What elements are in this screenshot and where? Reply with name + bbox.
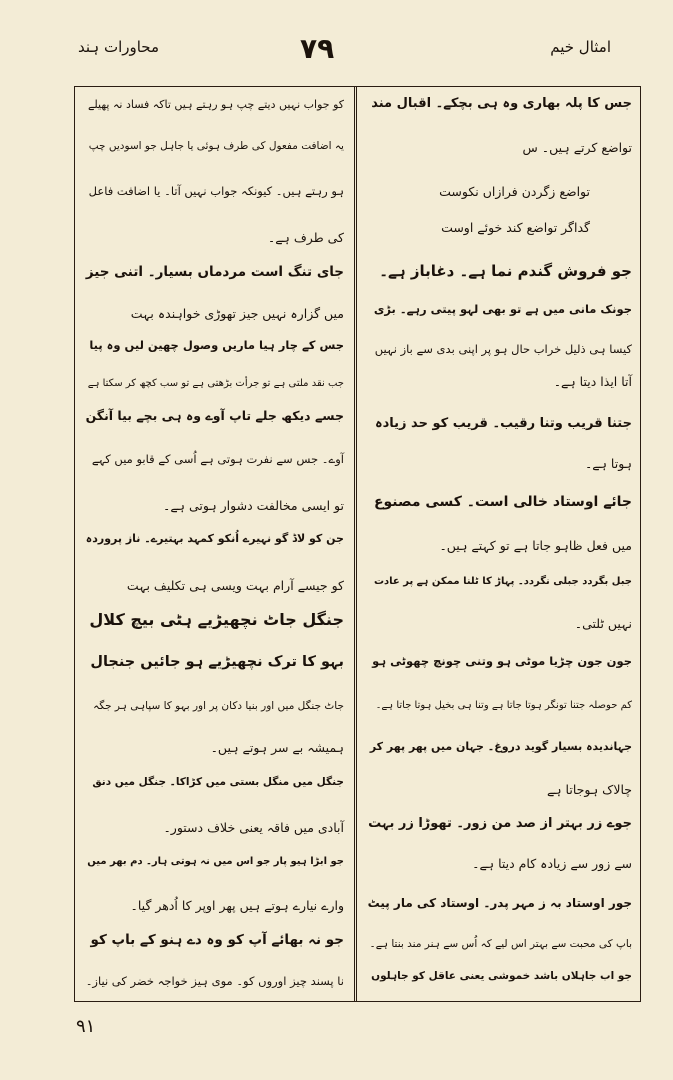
text-line: جور اوستاد بہ ز مہر پدر۔ اوستاد کی مار پیٹ bbox=[367, 896, 632, 910]
footer-page-number: ۹۱ bbox=[76, 1016, 96, 1037]
text-line: یہ اضافت مفعول کی طرف ہوئی یا جاہل جو اسودیں چپ bbox=[88, 140, 344, 152]
text-line: چالاک ہوجاتا ہے bbox=[546, 782, 632, 797]
text-line: میں گزارہ نہیں جیز تھوڑی خواہندہ بہت bbox=[130, 306, 344, 321]
text-line: سے زور سے زیادہ کام دیتا ہے۔ bbox=[472, 856, 632, 871]
text-line: بہو کا ترک نچھیڑیے ہو جائیں جنجال bbox=[90, 654, 344, 670]
text-line: جون جون چڑیا موٹی ہو وتنی چونچ چھوٹی ہو bbox=[372, 654, 632, 668]
column-divider bbox=[354, 86, 357, 1002]
text-line: آوے۔ جس سے نفرت ہوتی ہے اُسی کے قابو میں کہے bbox=[91, 452, 344, 466]
page-number: ۷۹ bbox=[300, 32, 335, 65]
text-line: کیسا ہی ذلیل خراب حال ہو پر اپنی بدی سے باز نہیں bbox=[374, 342, 632, 356]
text-line: وارے نیارے ہوتے ہیں پھر اوپر کا اُدھر گیا۔ bbox=[130, 898, 344, 913]
text-line: ہمیشہ بے سر ہوتے ہیں۔ bbox=[210, 740, 344, 755]
text-line: جبل بگردد جبلی نگردد۔ پہاڑ کا ٹلنا ممکن ہے پر عادت bbox=[373, 576, 632, 587]
text-line: جو ابڑا ہیو پار جو اس میں نہ ہوتی ہار۔ دم بھر میں bbox=[87, 856, 344, 867]
text-line: گداگر تواضع کند خوئے اوست bbox=[441, 220, 590, 235]
text-line: جہاندیدہ بسیار گوید دروغ۔ جہان میں پھر پھر کر bbox=[369, 740, 632, 753]
text-line: آبادی میں فاقہ یعنی خلاف دستور۔ bbox=[163, 820, 344, 835]
text-line: کو جیسے آرام بہت ویسی ہی تکلیف بہت bbox=[126, 578, 344, 593]
right-column bbox=[362, 92, 636, 996]
text-line: جو فروش گندم نما ہے۔ دغاباز ہے۔ bbox=[379, 262, 632, 280]
text-line: جتنا قریب وتنا رقیب۔ قریب کو حد زیادہ bbox=[375, 416, 632, 431]
text-line: جس کے چار ہیا ماریں وصول چھین لیں وہ پیا bbox=[89, 338, 344, 352]
text-line: جونک مانی میں ہے تو بھی لہو پیتی رہے۔ بڑی bbox=[373, 302, 632, 316]
text-line: جب نقد ملتی ہے تو جرأت بڑھتی ہے تو سب کچھ کر سکتا ہے bbox=[87, 378, 344, 389]
text-line: کو جواب نہیں دیتے چپ ہو رہتے ہیں تاکہ فساد نہ پھیلے bbox=[87, 98, 344, 111]
text-line: جنگل میں منگل بستی میں کڑاکا۔ جنگل میں دنق bbox=[92, 776, 344, 788]
text-line: جو اب جاہلاں باشد خموشی یعنی عاقل کو جاہلوں bbox=[371, 970, 632, 982]
text-line: آتا ایذا دیتا ہے۔ bbox=[553, 374, 632, 389]
text-line: ہو رہتے ہیں۔ کیونکہ جواب نہیں آتا۔ یا اضافت فاعل bbox=[88, 184, 344, 198]
text-line: ہوتا ہے۔ bbox=[584, 456, 632, 471]
text-line: جن کو لاڈ گو نہیرے اُنکو کمہد بہتیرے۔ ناز پروردہ bbox=[85, 532, 344, 545]
text-line: جای تنگ است مردماں بسیار۔ اتنی جیز bbox=[85, 264, 344, 280]
text-line: تواضع زگردن فرازاں نکوست bbox=[439, 184, 590, 199]
text-line: جاٹ جنگل میں اور بنیا دکان پر اور بہو کا سپاہی ہر جگہ bbox=[93, 700, 344, 712]
text-line: کی طرف ہے۔ bbox=[267, 230, 344, 245]
text-line: نا پسند چیز اوروں کو۔ موی ہیز خواجہ خضر کی نیاز۔ bbox=[85, 974, 344, 988]
text-line: باپ کی محبت سے بہتر اس لیے کہ اُس سے ہنر مند بنتا ہے۔ bbox=[369, 938, 632, 950]
text-line: جس کا پلہ بھاری وہ ہی بچکے۔ اقبال مند bbox=[371, 96, 632, 111]
text-line: تواضع کرتے ہیں۔ س bbox=[522, 140, 632, 155]
header-left-title: محاورات ہند bbox=[78, 38, 160, 56]
text-line: جائے اوستاد خالی است۔ کسی مصنوع bbox=[373, 494, 632, 510]
header-right-title: امثال خیم bbox=[550, 38, 611, 56]
text-line: جنگل جاٹ نچھیڑیے ہٹی بیچ کلال bbox=[89, 610, 344, 629]
text-line: تو ایسی مخالفت دشوار ہوتی ہے۔ bbox=[163, 498, 344, 513]
text-line: جو نہ بھائے آپ کو وہ دے ہنو کے باپ کو bbox=[90, 932, 344, 948]
left-column bbox=[80, 92, 348, 996]
text-line: جسے دیکھ جلے تاپ آوے وہ ہی بچے بیا آنگن bbox=[85, 408, 344, 423]
text-line: میں فعل ظاہو جاتا ہے تو کہتے ہیں۔ bbox=[439, 538, 632, 553]
text-line: نہیں ٹلتی۔ bbox=[574, 616, 632, 631]
text-line: کم حوصلہ جتنا تونگر ہوتا جاتا ہے وتنا ہی بخیل ہوتا جاتا ہے۔ bbox=[375, 700, 632, 711]
text-line: جوے زر بہتر از صد من زور۔ تھوڑا زر بہت bbox=[368, 816, 632, 831]
